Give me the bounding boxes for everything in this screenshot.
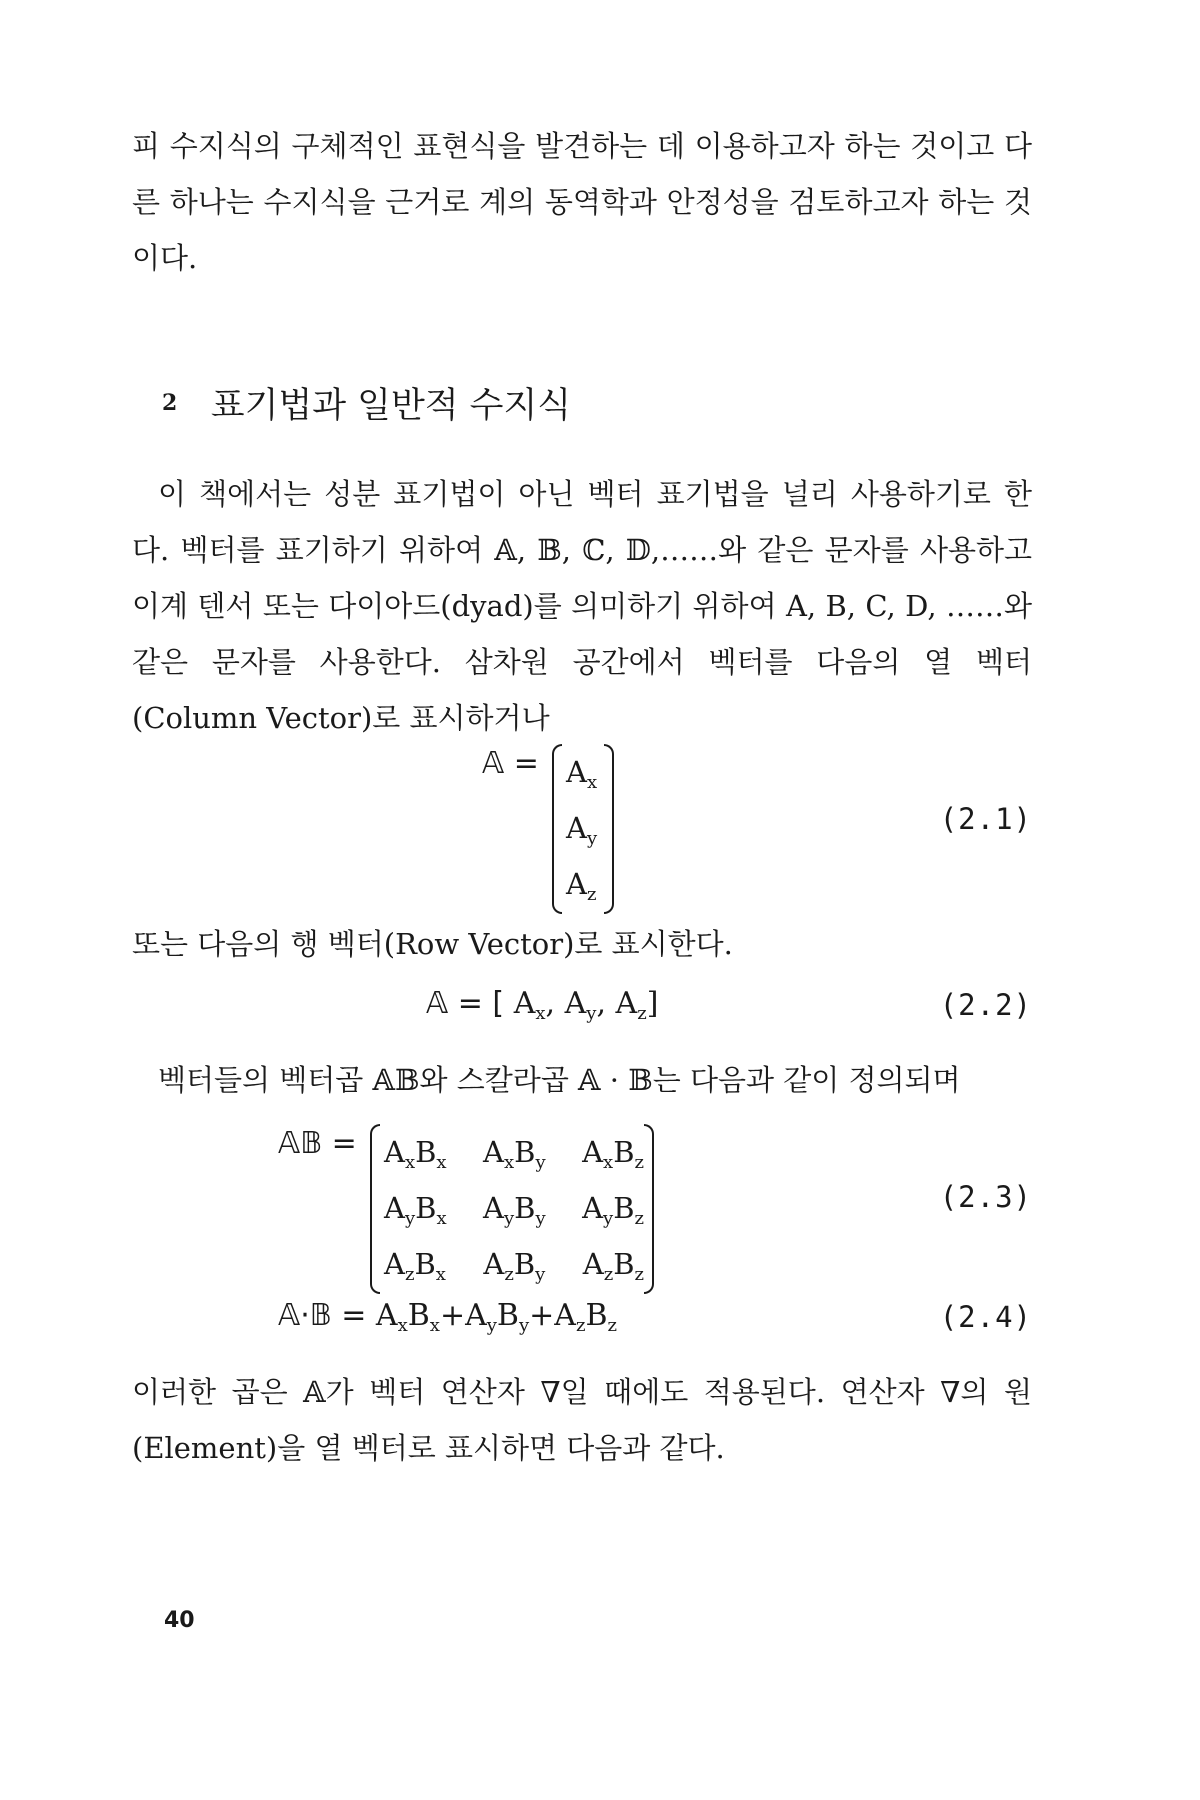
right-bracket bbox=[604, 744, 614, 914]
eq1-row-y: $A_y$ bbox=[566, 811, 598, 849]
eq3-dyad-matrix bbox=[370, 1124, 654, 1294]
eq3-row-3: $A_zB_x$ $A_zB_y$ $A_zB_z$ bbox=[384, 1247, 644, 1285]
page-number: 40 bbox=[164, 1608, 195, 1633]
eq2-expression: 𝔸 = [ $A_x$, $A_y$, $A_z$] bbox=[426, 986, 659, 1024]
paragraph-row-vector: 또는 다음의 행 벡터(Row Vector)로 표시한다. bbox=[132, 927, 733, 961]
eq4-number: (2.4) bbox=[939, 1300, 1032, 1334]
section-number: 2 bbox=[162, 390, 178, 416]
eq1-row-z: $A_z$ bbox=[566, 867, 597, 905]
eq3-lhs: 𝔸𝔹 = bbox=[278, 1126, 357, 1161]
eq3-row-2: $A_yB_x$ $A_yB_y$ $A_yB_z$ bbox=[384, 1191, 644, 1229]
eq3-number: (2.3) bbox=[939, 1180, 1032, 1214]
section-heading bbox=[162, 378, 571, 428]
eq1-row-x: $A_x$ bbox=[566, 755, 598, 793]
eq4-expression: 𝔸·𝔹 = $A_xB_x+A_yB_y+A_zB_z$ bbox=[278, 1298, 617, 1336]
left-bracket bbox=[552, 744, 562, 914]
eq1-lhs: 𝔸 = bbox=[482, 746, 539, 781]
right-bracket bbox=[644, 1124, 654, 1294]
left-bracket bbox=[370, 1124, 380, 1294]
paragraph-products: 벡터들의 벡터곱 𝔸𝔹와 스칼라곱 𝔸 · 𝔹는 다음과 같이 정의되며 bbox=[158, 1063, 961, 1097]
paragraph-notation: 이 책에서는 성분 표기법이 아닌 벡터 표기법을 널리 사용하기로 한다. 벡터를 표기하기 위하여 𝔸, 𝔹, ℂ, 𝔻,……와 같은 문자를 사용하고 이계 텐서 또는 다이아드(dyad)를 의미하기 위하여 A, B, C, D, ……와 같은 문자를 사용한다. 삼차원 공간에서 벡터를 다음의 열 벡터(Column Vector)로 표시하거나 bbox=[132, 477, 1032, 735]
intro-paragraph: 피 수지식의 구체적인 표현식을 발견하는 데 이용하고자 하는 것이고 다른 하나는 수지식을 근거로 계의 동역학과 안정성을 검토하고자 하는 것이다. bbox=[132, 129, 1032, 275]
eq1-number: (2.1) bbox=[939, 802, 1032, 836]
paragraph-nabla: 이러한 곱은 𝔸가 벡터 연산자 ∇일 때에도 적용된다. 연산자 ∇의 원(Element)을 열 벡터로 표시하면 다음과 같다. bbox=[132, 1375, 1032, 1465]
section-title: 표기법과 일반적 수지식 bbox=[210, 386, 572, 426]
eq2-number: (2.2) bbox=[939, 988, 1032, 1022]
eq1-column-vector bbox=[552, 744, 614, 914]
eq3-row-1: $A_xB_x$ $A_xB_y$ $A_xB_z$ bbox=[384, 1135, 644, 1173]
